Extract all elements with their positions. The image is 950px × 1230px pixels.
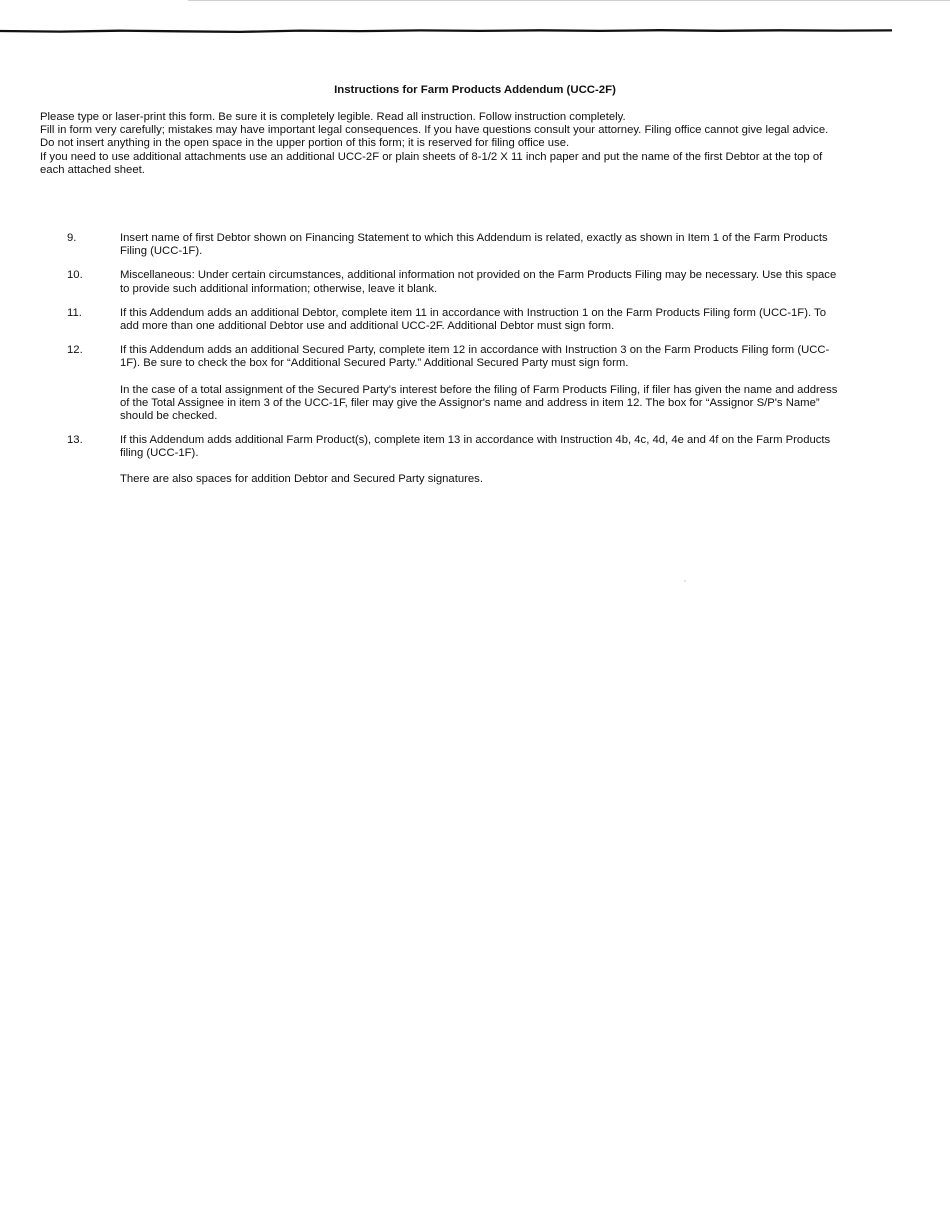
instruction-item-10 bbox=[67, 269, 842, 295]
intro-line: Fill in form very carefully; mistakes may have important legal consequences. If you have questions consult your attorney. Filing office cannot give legal advice. bbox=[40, 124, 829, 137]
instruction-item-13 bbox=[67, 434, 842, 460]
item-text: If this Addendum adds additional Farm Product(s), complete item 13 in accordance with Instruction 4b, 4c, 4d, 4e and 4f on the Farm Products filing (UCC-1F). bbox=[120, 434, 831, 460]
instruction-item-11 bbox=[67, 307, 842, 333]
intro-line: Do not insert anything in the open space in the upper portion of this form; it is reserved for filing office use. bbox=[40, 137, 570, 150]
intro-instructions bbox=[40, 111, 840, 177]
item-text: If this Addendum adds an additional Debtor, complete item 11 in accordance with Instruction 1 on the Farm Products Filing form (UCC-1F). To add more than one additional Debtor use and additional UCC-2F. Additional Debtor must sign form. bbox=[120, 306, 826, 333]
item-text: Insert name of first Debtor shown on Financing Statement to which this Addendum is related, exactly as shown in Item 1 of the Farm Products Filing (UCC-1F). bbox=[120, 232, 828, 258]
item-note: In the case of a total assignment of the Secured Party's interest before the filing of Farm Products Filing, if filer has given the name and address of the Total Assignee in item 3 of the UCC-1F, filer may give the Assignor's name and address in item 12. The box for “Assignor S/P's Name” should be checked. bbox=[120, 383, 838, 423]
item-number: 11. bbox=[67, 306, 82, 319]
instruction-item-9 bbox=[67, 232, 842, 258]
scan-edge-line bbox=[188, 0, 950, 1]
intro-line: If you need to use additional attachments use an additional UCC-2F or plain sheets of 8-1/2 X 11 inch paper and put the name of the first Debtor at the top of each attached sheet. bbox=[40, 150, 823, 176]
item-number: 9. bbox=[67, 232, 77, 244]
numbered-instructions bbox=[67, 232, 842, 486]
instruction-item-12 bbox=[67, 344, 842, 423]
intro-line: Please type or laser-print this form. Be sure it is completely legible. Read all instruction. Follow instruction completely. bbox=[40, 111, 626, 123]
item-number: 13. bbox=[67, 434, 83, 447]
item-text: Miscellaneous: Under certain circumstances, additional information not provided on the Farm Products Filing may be necessary. Use this space to provide such additional information; otherwise, leave it blank. bbox=[120, 269, 837, 295]
item-number: 10. bbox=[67, 269, 83, 282]
header-rule bbox=[0, 27, 950, 35]
page-title: Instructions for Farm Products Addendum (UCC-2F) bbox=[334, 84, 616, 96]
scan-speck bbox=[684, 580, 686, 582]
closing-note: There are also spaces for addition Debtor and Secured Party signatures. bbox=[120, 472, 483, 485]
item-number: 12. bbox=[67, 344, 83, 357]
item-text: If this Addendum adds an additional Secured Party, complete item 12 in accordance with Instruction 3 on the Farm Products Filing form (UCC-1F). Be sure to check the box for “Additional Secured Party.” Additional Secured Party must sign form. bbox=[120, 344, 830, 370]
